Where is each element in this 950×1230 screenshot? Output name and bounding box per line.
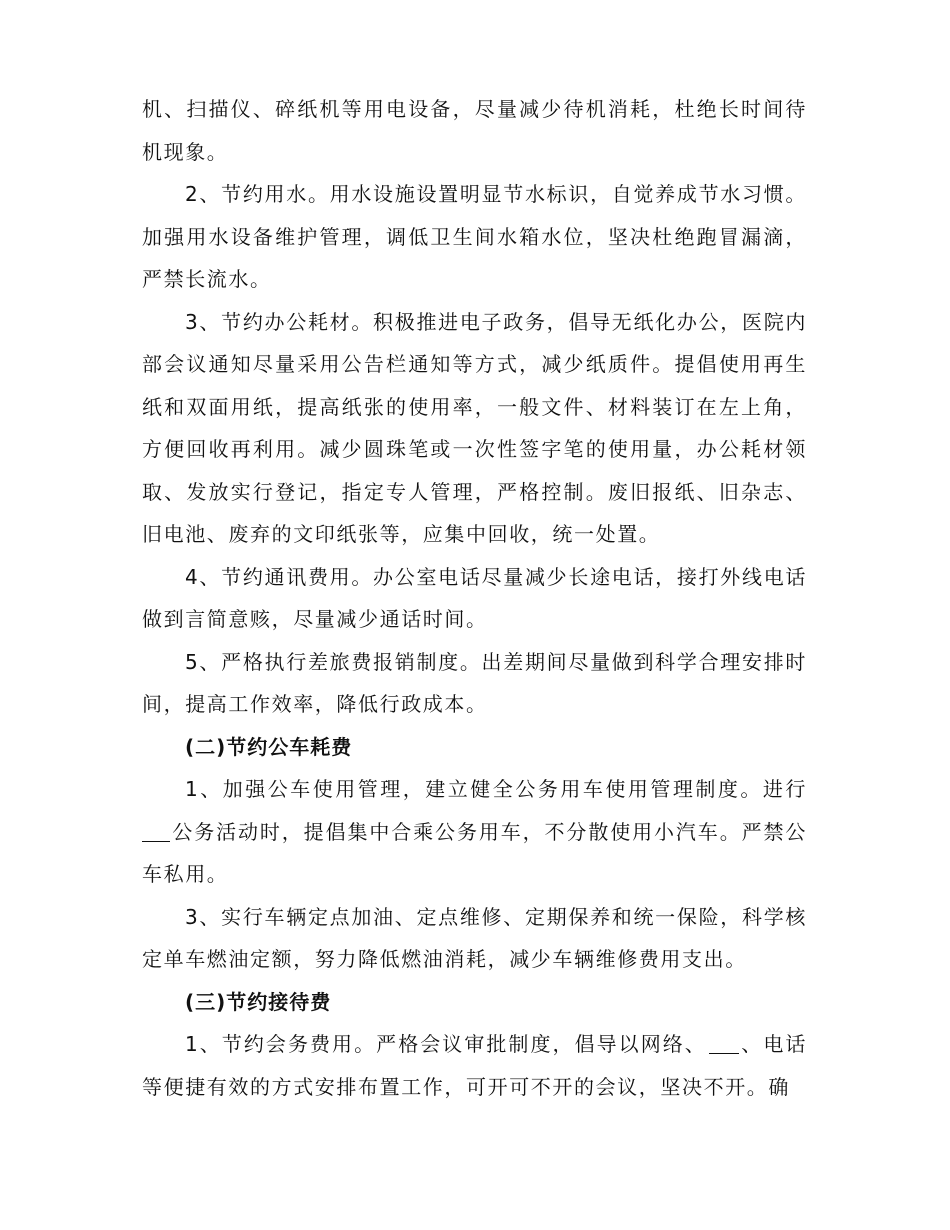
- paragraph-travel-expenses: 5、严格执行差旅费报销制度。出差期间尽量做到科学合理安排时间，提高工作效率，降低行政成本。: [142, 649, 807, 716]
- fill-in-blank: [709, 1033, 739, 1054]
- paragraph-vehicle-maintenance: 3、实行车辆定点加油、定点维修、定期保养和统一保险，科学核定单车燃油定额，努力降低燃油消耗，减少车辆维修费用支出。: [142, 904, 807, 971]
- paragraph-power-saving-continued: 机、扫描仪、碎纸机等用电设备，尽量减少待机消耗，杜绝长时间待机现象。: [142, 97, 807, 164]
- section-heading-reception-costs: (三)节约接待费: [185, 989, 332, 1014]
- paragraph-meeting-costs-part1: 1、节约会务费用。严格会议审批制度，倡导以网络、: [185, 1032, 707, 1056]
- paragraph-vehicle-management-part2: 公务活动时，提倡集中合乘公务用车，不分散使用小汽车。严禁公车私用。: [142, 819, 807, 886]
- paragraph-meeting-costs: [142, 1023, 807, 1108]
- fill-in-blank: [142, 821, 170, 842]
- paragraph-meeting-costs-part2: 、电话等便捷有效的方式安排布置工作，可开可不开的会议，坚决不开。确: [142, 1032, 807, 1099]
- paragraph-vehicle-management: [142, 768, 807, 896]
- paragraph-water-saving: 2、节约用水。用水设施设置明显节水标识，自觉养成节水习惯。加强用水设备维护管理，调低卫生间水箱水位，坚决杜绝跑冒漏滴，严禁长流水。: [142, 182, 807, 291]
- section-heading-vehicle-costs: (二)节约公车耗费: [185, 734, 353, 759]
- paragraph-vehicle-management-part1: 1、加强公车使用管理，建立健全公务用车使用管理制度。进行: [185, 777, 807, 801]
- paragraph-office-supplies: 3、节约办公耗材。积极推进电子政务，倡导无纸化办公，医院内部会议通知尽量采用公告栏通知等方式，减少纸质件。提倡使用再生纸和双面用纸，提高纸张的使用率，一般文件、材料装订在左上角，方便回收再利用。减少圆珠笔或一次性签字笔的使用量，办公耗材领取、发放实行登记，指定专人管理，严格控制。废旧报纸、旧杂志、旧电池、废弃的文印纸张等，应集中回收，统一处置。: [142, 309, 807, 546]
- document-body: [142, 88, 807, 1108]
- paragraph-communication-costs: 4、节约通讯费用。办公室电话尽量减少长途电话，接打外线电话做到言简意赅，尽量减少通话时间。: [142, 564, 807, 631]
